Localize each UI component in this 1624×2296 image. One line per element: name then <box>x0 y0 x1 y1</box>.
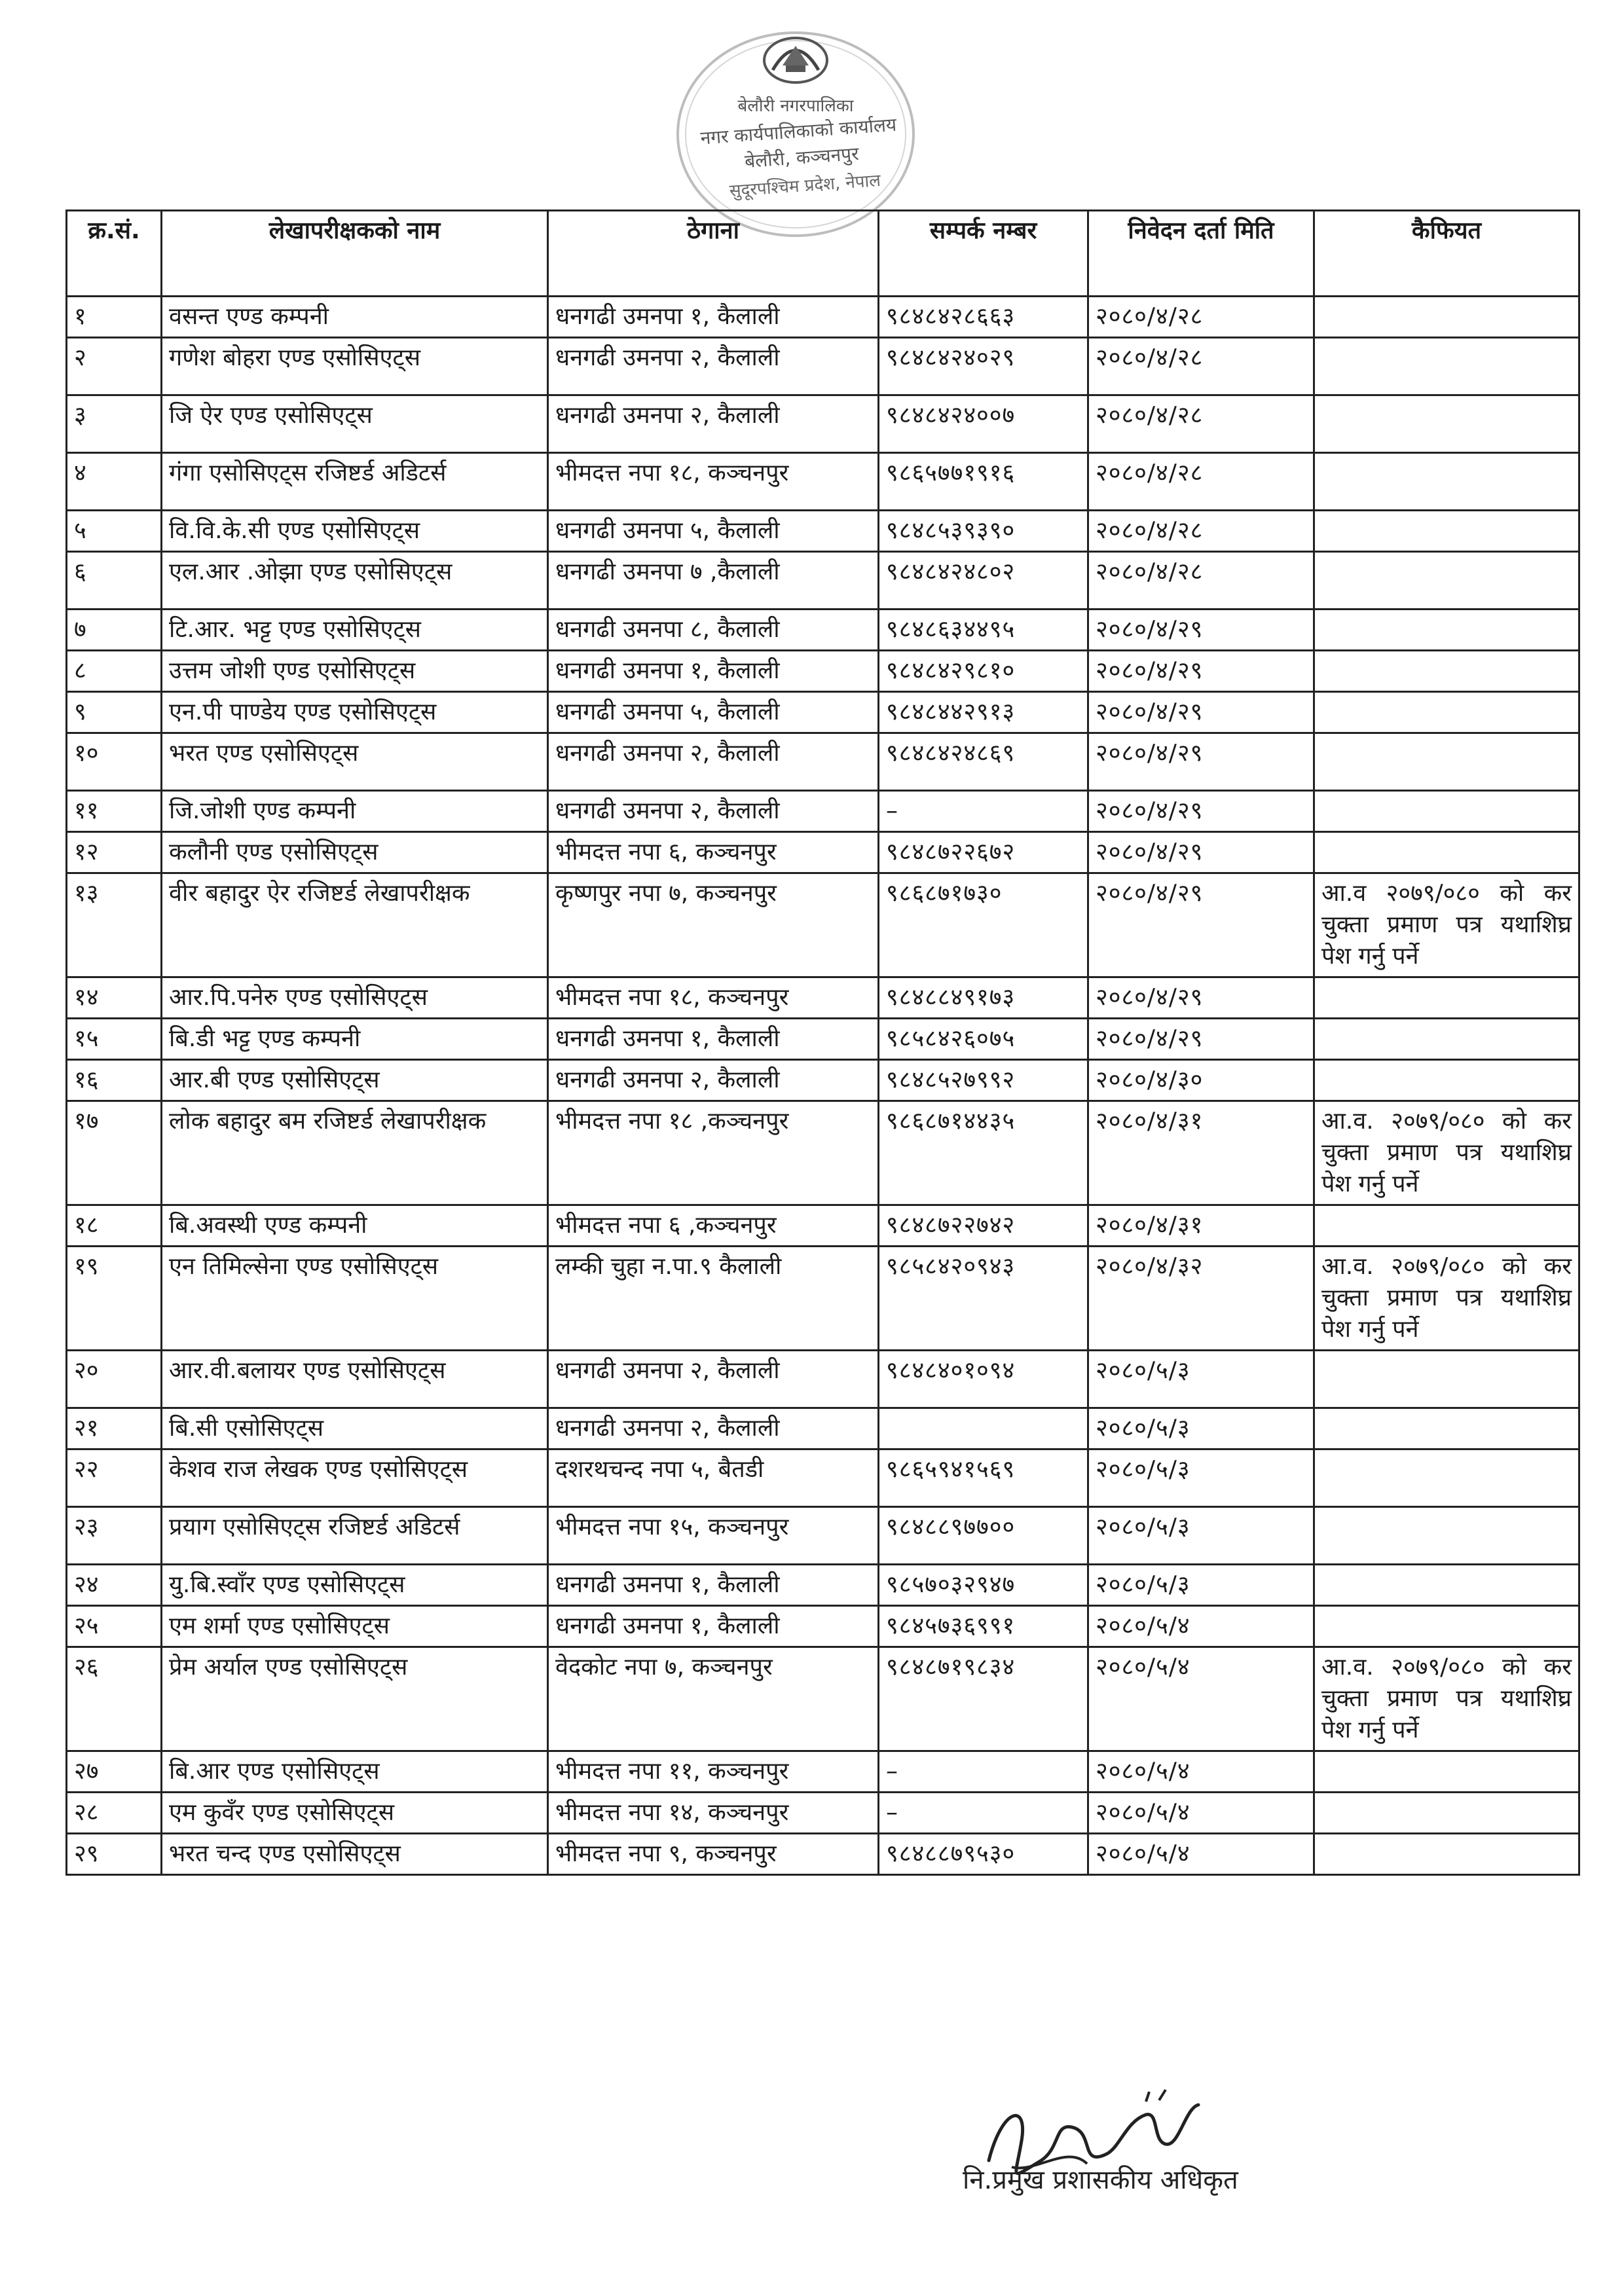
cell-application-date: २०८०/४/२८ <box>1088 552 1314 610</box>
cell-address: भीमदत्त नपा १८, कञ्चनपुर <box>548 453 879 511</box>
office-seal <box>668 20 923 242</box>
cell-address: भीमदत्त नपा १४, कञ्चनपुर <box>548 1793 879 1834</box>
cell-remarks <box>1314 977 1579 1019</box>
cell-application-date: २०८०/५/३ <box>1088 1565 1314 1606</box>
cell-serial-no: २४ <box>67 1565 162 1606</box>
cell-serial-no: २७ <box>67 1751 162 1793</box>
cell-remarks <box>1314 552 1579 610</box>
cell-remarks: आ.व. २०७९/०८० को कर चुक्ता प्रमाण पत्र यथाशिघ्र पेश गर्नु पर्ने <box>1314 1247 1579 1351</box>
cell-remarks <box>1314 1408 1579 1449</box>
cell-address: धनगढी उमनपा १, कैलाली <box>548 1019 879 1060</box>
table-row <box>67 1834 1579 1875</box>
cell-application-date: २०८०/४/३२ <box>1088 1247 1314 1351</box>
cell-auditor-name: वि.वि.के.सी एण्ड एसोसिएट्स <box>162 511 548 552</box>
cell-application-date: २०८०/४/२९ <box>1088 791 1314 832</box>
cell-serial-no: २ <box>67 338 162 395</box>
cell-remarks <box>1314 453 1579 511</box>
cell-auditor-name: आर.पि.पनेरु एण्ड एसोसिएट्स <box>162 977 548 1019</box>
cell-auditor-name: टि.आर. भट्ट एण्ड एसोसिएट्स <box>162 610 548 651</box>
table-row <box>67 1019 1579 1060</box>
cell-auditor-name: एल.आर .ओझा एण्ड एसोसिएट्स <box>162 552 548 610</box>
table-row <box>67 977 1579 1019</box>
table-row <box>67 692 1579 733</box>
cell-serial-no: २० <box>67 1351 162 1408</box>
cell-application-date: २०८०/४/२९ <box>1088 977 1314 1019</box>
auditor-registration-table <box>65 210 1580 1876</box>
cell-serial-no: २९ <box>67 1834 162 1875</box>
cell-address: धनगढी उमनपा २, कैलाली <box>548 733 879 791</box>
table-row <box>67 1565 1579 1606</box>
cell-address: लम्की चुहा न.पा.९ कैलाली <box>548 1247 879 1351</box>
cell-contact-number: ९८४८८७९५३० <box>879 1834 1088 1875</box>
cell-auditor-name: यु.बि.स्वाँर एण्ड एसोसिएट्स <box>162 1565 548 1606</box>
header-remarks: कैफियत <box>1314 211 1579 297</box>
cell-application-date: २०८०/४/२९ <box>1088 873 1314 977</box>
cell-serial-no: ७ <box>67 610 162 651</box>
table-row <box>67 651 1579 692</box>
cell-application-date: २०८०/५/४ <box>1088 1834 1314 1875</box>
cell-address: भीमदत्त नपा ६, कञ्चनपुर <box>548 832 879 873</box>
cell-remarks: आ.व. २०७९/०८० को कर चुक्ता प्रमाण पत्र यथाशिघ्र पेश गर्नु पर्ने <box>1314 1647 1579 1751</box>
cell-contact-number: ९८४८४०१०९४ <box>879 1351 1088 1408</box>
cell-address: भीमदत्त नपा १५, कञ्चनपुर <box>548 1507 879 1565</box>
cell-contact-number: ९८४८४२४००७ <box>879 395 1088 453</box>
cell-contact-number: ९८४८४२४८६९ <box>879 733 1088 791</box>
cell-serial-no: ६ <box>67 552 162 610</box>
table-row <box>67 1507 1579 1565</box>
cell-remarks <box>1314 692 1579 733</box>
cell-auditor-name: भरत एण्ड एसोसिएट्स <box>162 733 548 791</box>
cell-contact-number: ९८६५७७१९१६ <box>879 453 1088 511</box>
cell-address: धनगढी उमनपा १, कैलाली <box>548 1606 879 1647</box>
cell-auditor-name: गंगा एसोसिएट्स रजिष्टर्ड अडिटर्स <box>162 453 548 511</box>
cell-contact-number: ९८४८७२२७४२ <box>879 1205 1088 1247</box>
cell-serial-no: २५ <box>67 1606 162 1647</box>
cell-auditor-name: प्रेम अर्याल एण्ड एसोसिएट्स <box>162 1647 548 1751</box>
cell-application-date: २०८०/४/३१ <box>1088 1101 1314 1205</box>
cell-address: धनगढी उमनपा १, कैलाली <box>548 1565 879 1606</box>
cell-application-date: २०८०/४/२९ <box>1088 1019 1314 1060</box>
cell-application-date: २०८०/५/४ <box>1088 1793 1314 1834</box>
cell-auditor-name: आर.वी.बलायर एण्ड एसोसिएट्स <box>162 1351 548 1408</box>
cell-application-date: २०८०/४/२९ <box>1088 651 1314 692</box>
cell-address: कृष्णपुर नपा ७, कञ्चनपुर <box>548 873 879 977</box>
table-row <box>67 511 1579 552</box>
signatory-title: नि.प्रमुख प्रशासकीय अधिकृत <box>963 2165 1238 2195</box>
cell-application-date: २०८०/४/३१ <box>1088 1205 1314 1247</box>
cell-auditor-name: एम कुवँर एण्ड एसोसिएट्स <box>162 1793 548 1834</box>
cell-address: भीमदत्त नपा ९, कञ्चनपुर <box>548 1834 879 1875</box>
table-row <box>67 297 1579 338</box>
cell-serial-no: ४ <box>67 453 162 511</box>
table-row <box>67 395 1579 453</box>
cell-contact-number: ९८४८७१९८३४ <box>879 1647 1088 1751</box>
cell-auditor-name: जि.जोशी एण्ड कम्पनी <box>162 791 548 832</box>
cell-address: धनगढी उमनपा १, कैलाली <box>548 651 879 692</box>
svg-text:सुदूरपश्चिम प्रदेश, नेपाल: सुदूरपश्चिम प्रदेश, नेपाल <box>729 170 881 202</box>
cell-contact-number: ९८६५९४१५६९ <box>879 1449 1088 1507</box>
table-row <box>67 453 1579 511</box>
header-application-date: निवेदन दर्ता मिति <box>1088 211 1314 297</box>
cell-address: दशरथचन्द नपा ५, बैतडी <box>548 1449 879 1507</box>
cell-auditor-name: भरत चन्द एण्ड एसोसिएट्स <box>162 1834 548 1875</box>
cell-contact-number: ९८४८४२८६६३ <box>879 297 1088 338</box>
cell-remarks <box>1314 610 1579 651</box>
cell-application-date: २०८०/५/४ <box>1088 1606 1314 1647</box>
cell-address: धनगढी उमनपा २, कैलाली <box>548 338 879 395</box>
cell-remarks <box>1314 733 1579 791</box>
cell-auditor-name: एन तिमिल्सेना एण्ड एसोसिएट्स <box>162 1247 548 1351</box>
cell-application-date: २०८०/४/२८ <box>1088 453 1314 511</box>
cell-remarks <box>1314 1606 1579 1647</box>
cell-contact-number <box>879 1408 1088 1449</box>
cell-remarks <box>1314 1793 1579 1834</box>
cell-serial-no: १० <box>67 733 162 791</box>
cell-address: धनगढी उमनपा २, कैलाली <box>548 1351 879 1408</box>
cell-remarks <box>1314 338 1579 395</box>
table-row <box>67 733 1579 791</box>
cell-remarks <box>1314 832 1579 873</box>
cell-application-date: २०८०/४/२९ <box>1088 832 1314 873</box>
cell-serial-no: १२ <box>67 832 162 873</box>
cell-serial-no: ५ <box>67 511 162 552</box>
cell-remarks <box>1314 1751 1579 1793</box>
table-row <box>67 552 1579 610</box>
table-row <box>67 338 1579 395</box>
table-row <box>67 873 1579 977</box>
cell-serial-no: १४ <box>67 977 162 1019</box>
cell-remarks <box>1314 511 1579 552</box>
cell-auditor-name: उत्तम जोशी एण्ड एसोसिएट्स <box>162 651 548 692</box>
cell-application-date: २०८०/४/२९ <box>1088 692 1314 733</box>
cell-auditor-name: केशव राज लेखक एण्ड एसोसिएट्स <box>162 1449 548 1507</box>
svg-text:बेलौरी नगरपालिका: बेलौरी नगरपालिका <box>737 96 854 116</box>
cell-serial-no: १५ <box>67 1019 162 1060</box>
cell-contact-number: ९८५८४२६०७५ <box>879 1019 1088 1060</box>
cell-remarks <box>1314 1507 1579 1565</box>
cell-application-date: २०८०/५/४ <box>1088 1647 1314 1751</box>
header-serial-no: क्र.सं. <box>67 211 162 297</box>
cell-auditor-name: लोक बहादुर बम रजिष्टर्ड लेखापरीक्षक <box>162 1101 548 1205</box>
cell-application-date: २०८०/५/३ <box>1088 1351 1314 1408</box>
cell-contact-number: ९८६८७१४४३५ <box>879 1101 1088 1205</box>
cell-application-date: २०८०/५/३ <box>1088 1408 1314 1449</box>
cell-remarks <box>1314 1060 1579 1101</box>
cell-application-date: २०८०/४/३० <box>1088 1060 1314 1101</box>
cell-address: धनगढी उमनपा ५, कैलाली <box>548 692 879 733</box>
cell-address: धनगढी उमनपा २, कैलाली <box>548 791 879 832</box>
cell-remarks <box>1314 395 1579 453</box>
cell-auditor-name: वीर बहादुर ऐर रजिष्टर्ड लेखापरीक्षक <box>162 873 548 977</box>
cell-remarks <box>1314 1019 1579 1060</box>
cell-application-date: २०८०/५/३ <box>1088 1507 1314 1565</box>
cell-serial-no: ९ <box>67 692 162 733</box>
cell-serial-no: १ <box>67 297 162 338</box>
cell-address: धनगढी उमनपा ५, कैलाली <box>548 511 879 552</box>
table-row <box>67 1060 1579 1101</box>
cell-contact-number: ९८४८५३९३९० <box>879 511 1088 552</box>
cell-serial-no: २८ <box>67 1793 162 1834</box>
cell-serial-no: १३ <box>67 873 162 977</box>
table-row <box>67 1793 1579 1834</box>
cell-contact-number: ९८५८४२०९४३ <box>879 1247 1088 1351</box>
cell-contact-number: ९८४५७३६९९१ <box>879 1606 1088 1647</box>
cell-contact-number: – <box>879 791 1088 832</box>
cell-address: भीमदत्त नपा ६ ,कञ्चनपुर <box>548 1205 879 1247</box>
cell-remarks <box>1314 1351 1579 1408</box>
table-row <box>67 832 1579 873</box>
cell-address: भीमदत्त नपा ११, कञ्चनपुर <box>548 1751 879 1793</box>
cell-serial-no: १९ <box>67 1247 162 1351</box>
cell-contact-number: ९८४८४२४८०२ <box>879 552 1088 610</box>
cell-auditor-name: कलौनी एण्ड एसोसिएट्स <box>162 832 548 873</box>
cell-auditor-name: गणेश बोहरा एण्ड एसोसिएट्स <box>162 338 548 395</box>
cell-auditor-name: प्रयाग एसोसिएट्स रजिष्टर्ड अडिटर्स <box>162 1507 548 1565</box>
cell-address: धनगढी उमनपा ८, कैलाली <box>548 610 879 651</box>
cell-application-date: २०८०/४/२९ <box>1088 733 1314 791</box>
table-header-row <box>67 211 1579 297</box>
cell-address: भीमदत्त नपा १८ ,कञ्चनपुर <box>548 1101 879 1205</box>
cell-auditor-name: बि.डी भट्ट एण्ड कम्पनी <box>162 1019 548 1060</box>
cell-application-date: २०८०/४/२८ <box>1088 395 1314 453</box>
cell-contact-number: ९८४८८९७७०० <box>879 1507 1088 1565</box>
cell-serial-no: २२ <box>67 1449 162 1507</box>
cell-serial-no: २३ <box>67 1507 162 1565</box>
cell-contact-number: – <box>879 1751 1088 1793</box>
cell-remarks <box>1314 791 1579 832</box>
cell-address: वेदकोट नपा ७, कञ्चनपुर <box>548 1647 879 1751</box>
cell-remarks <box>1314 1449 1579 1507</box>
table-row <box>67 1751 1579 1793</box>
cell-remarks <box>1314 297 1579 338</box>
cell-serial-no: १६ <box>67 1060 162 1101</box>
cell-auditor-name: जि ऐर एण्ड एसोसिएट्स <box>162 395 548 453</box>
cell-contact-number: ९८४८८४९१७३ <box>879 977 1088 1019</box>
svg-text:बेलौरी, कञ्चनपुर: बेलौरी, कञ्चनपुर <box>744 142 860 173</box>
cell-address: धनगढी उमनपा २, कैलाली <box>548 1060 879 1101</box>
cell-contact-number: ९८५७०३२९४७ <box>879 1565 1088 1606</box>
table-row <box>67 1247 1579 1351</box>
header-auditor-name: लेखापरीक्षकको नाम <box>162 211 548 297</box>
cell-serial-no: ८ <box>67 651 162 692</box>
cell-auditor-name: बि.सी एसोसिएट्स <box>162 1408 548 1449</box>
table-row <box>67 610 1579 651</box>
cell-serial-no: १७ <box>67 1101 162 1205</box>
cell-application-date: २०८०/५/४ <box>1088 1751 1314 1793</box>
cell-remarks <box>1314 1205 1579 1247</box>
cell-application-date: २०८०/४/२८ <box>1088 297 1314 338</box>
cell-application-date: २०८०/४/२८ <box>1088 338 1314 395</box>
table-row <box>67 1647 1579 1751</box>
cell-remarks: आ.व २०७९/०८० को कर चुक्ता प्रमाण पत्र यथाशिघ्र पेश गर्नु पर्ने <box>1314 873 1579 977</box>
header-address: ठेगाना <box>548 211 879 297</box>
table-row <box>67 1101 1579 1205</box>
cell-address: धनगढी उमनपा ७ ,कैलाली <box>548 552 879 610</box>
table-row <box>67 1351 1579 1408</box>
table-row <box>67 1449 1579 1507</box>
cell-application-date: २०८०/४/२९ <box>1088 610 1314 651</box>
cell-address: धनगढी उमनपा १, कैलाली <box>548 297 879 338</box>
cell-auditor-name: एन.पी पाण्डेय एण्ड एसोसिएट्स <box>162 692 548 733</box>
cell-application-date: २०८०/४/२८ <box>1088 511 1314 552</box>
header-contact-number: सम्पर्क नम्बर <box>879 211 1088 297</box>
cell-contact-number: ९८४८६३४४९५ <box>879 610 1088 651</box>
table-row <box>67 1205 1579 1247</box>
cell-contact-number: ९८६८७१७३० <box>879 873 1088 977</box>
auditor-registration-table-wrap <box>65 210 1578 1876</box>
cell-remarks <box>1314 1565 1579 1606</box>
cell-remarks <box>1314 651 1579 692</box>
svg-text:नगर कार्यपालिकाको कार्यालय: नगर कार्यपालिकाको कार्यालय <box>699 113 898 149</box>
cell-serial-no: १८ <box>67 1205 162 1247</box>
cell-remarks: आ.व. २०७९/०८० को कर चुक्ता प्रमाण पत्र यथाशिघ्र पेश गर्नु पर्ने <box>1314 1101 1579 1205</box>
cell-auditor-name: बि.अवस्थी एण्ड कम्पनी <box>162 1205 548 1247</box>
cell-contact-number: – <box>879 1793 1088 1834</box>
table-row <box>67 791 1579 832</box>
cell-address: भीमदत्त नपा १८, कञ्चनपुर <box>548 977 879 1019</box>
table-row <box>67 1606 1579 1647</box>
cell-serial-no: २१ <box>67 1408 162 1449</box>
cell-contact-number: ९८४८७२२६७२ <box>879 832 1088 873</box>
cell-contact-number: ९८४८४२४०२९ <box>879 338 1088 395</box>
table-row <box>67 1408 1579 1449</box>
cell-auditor-name: आर.बी एण्ड एसोसिएट्स <box>162 1060 548 1101</box>
cell-serial-no: २६ <box>67 1647 162 1751</box>
cell-auditor-name: एम शर्मा एण्ड एसोसिएट्स <box>162 1606 548 1647</box>
cell-contact-number: ९८४८४४२९१३ <box>879 692 1088 733</box>
cell-contact-number: ९८४८४२९८१० <box>879 651 1088 692</box>
cell-auditor-name: बि.आर एण्ड एसोसिएट्स <box>162 1751 548 1793</box>
cell-remarks <box>1314 1834 1579 1875</box>
cell-serial-no: ३ <box>67 395 162 453</box>
cell-application-date: २०८०/५/३ <box>1088 1449 1314 1507</box>
cell-address: धनगढी उमनपा २, कैलाली <box>548 395 879 453</box>
cell-serial-no: ११ <box>67 791 162 832</box>
cell-address: धनगढी उमनपा २, कैलाली <box>548 1408 879 1449</box>
cell-auditor-name: वसन्त एण्ड कम्पनी <box>162 297 548 338</box>
cell-contact-number: ९८४८५२७९९२ <box>879 1060 1088 1101</box>
